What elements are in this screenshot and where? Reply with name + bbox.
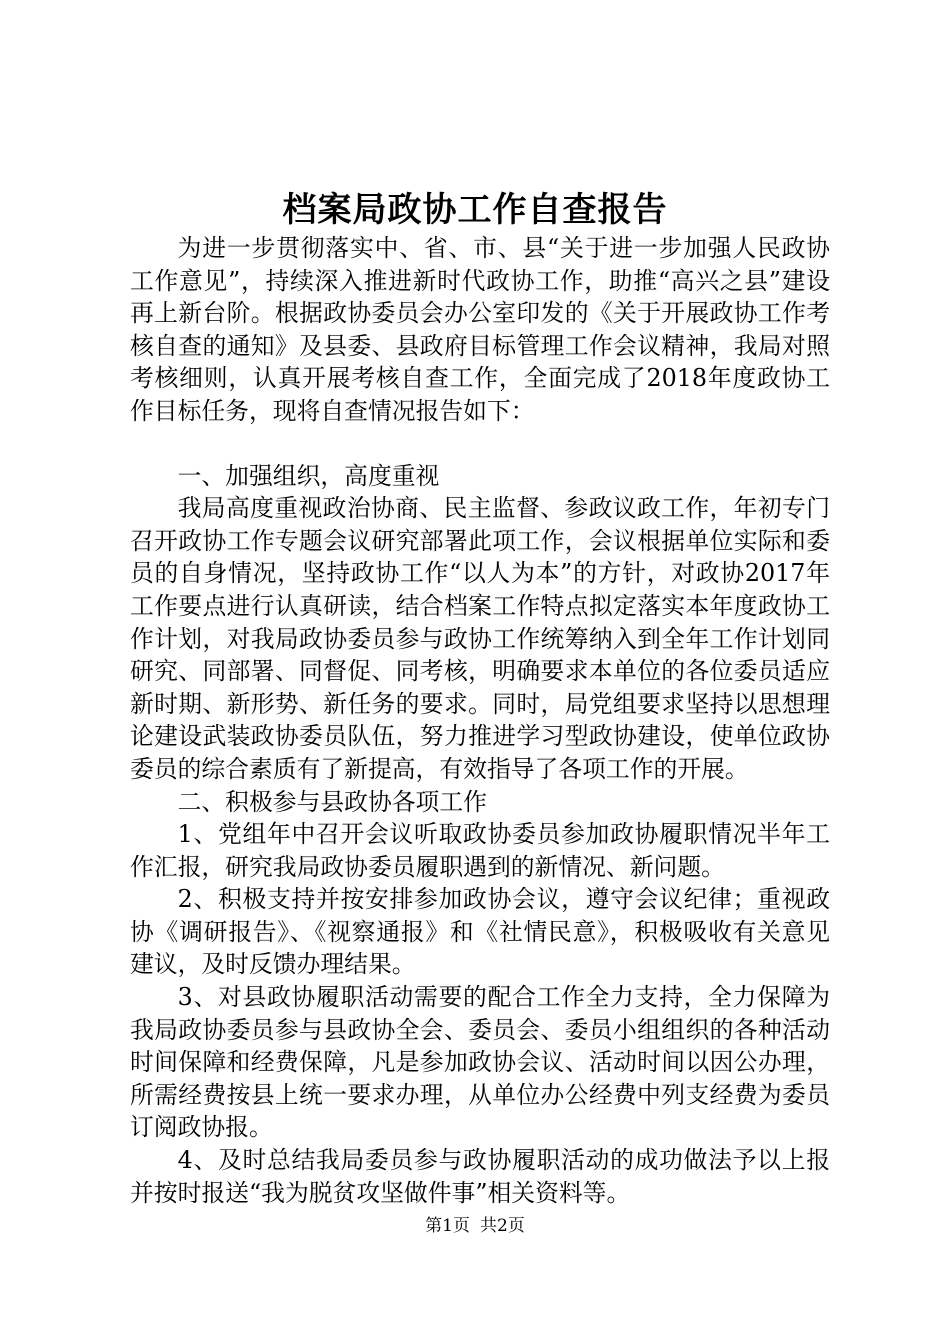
section-1-paragraph: 我局高度重视政治协商、民主监督、参政议政工作，年初专门召开政协工作专题会议研究部署此项工作，会议根据单位实际和委员的自身情况，坚持政协工作“以人为本”的方针，对政协2017年工作要点进行认真研读，结合档案工作特点拟定落实本年度政协工作计划，对我局政协委员参与政协工作统筹纳入到全年工作计划同研究、同部署、同督促、同考核，明确要求本单位的各位委员适应新时期、新形势、新任务的要求。同时，局党组要求坚持以思想理论建设武装政协委员队伍，努力推进学习型政协建设，使单位政协委员的综合素质有了新提高，有效指导了各项工作的开展。 bbox=[130, 494, 830, 783]
section-2-item-3: 3、对县政协履职活动需要的配合工作全力支持，全力保障为我局政协委员参与县政协全会、委员会、委员小组组织的各种活动时间保障和经费保障，凡是参加政协会议、活动时间以因公办理，所需经费按县上统一要求办理，从单位办公经费中列支经费为委员订阅政协报。 bbox=[130, 983, 830, 1142]
section-2-item-1: 1、党组年中召开会议听取政协委员参加政协履职情况半年工作汇报，研究我局政协委员履职遇到的新情况、新问题。 bbox=[130, 820, 830, 881]
intro-paragraph: 为进一步贯彻落实中、省、市、县“关于进一步加强人民政协工作意见”，持续深入推进新时代政协工作，助推“高兴之县”建设再上新台阶。根据政协委员会办公室印发的《关于开展政协工作考核自查的通知》及县委、县政府目标管理工作会议精神，我局对照考核细则，认真开展考核自查工作，全面完成了2018年度政协工作目标任务，现将自查情况报告如下： bbox=[130, 234, 830, 425]
document-body bbox=[130, 232, 830, 1209]
page-footer bbox=[0, 1214, 950, 1238]
page-number-current: 第1页 bbox=[425, 1216, 470, 1236]
section-heading-1: 一、加强组织，高度重视 bbox=[177, 461, 440, 490]
page-number-total: 共2页 bbox=[480, 1216, 525, 1236]
document-title: 档案局政协工作自查报告 bbox=[282, 190, 668, 230]
section-2-item-4: 4、及时总结我局委员参与政协履职活动的成功做法予以上报并按时报送“我为脱贫攻坚做件事”相关资料等。 bbox=[130, 1146, 830, 1207]
section-heading-2: 二、积极参与县政协各项工作 bbox=[177, 787, 487, 816]
section-2-item-2: 2、积极支持并按安排参加政协会议，遵守会议纪律；重视政协《调研报告》、《视察通报》和《社情民意》，积极吸收有关意见建议，及时反馈办理结果。 bbox=[130, 885, 830, 979]
